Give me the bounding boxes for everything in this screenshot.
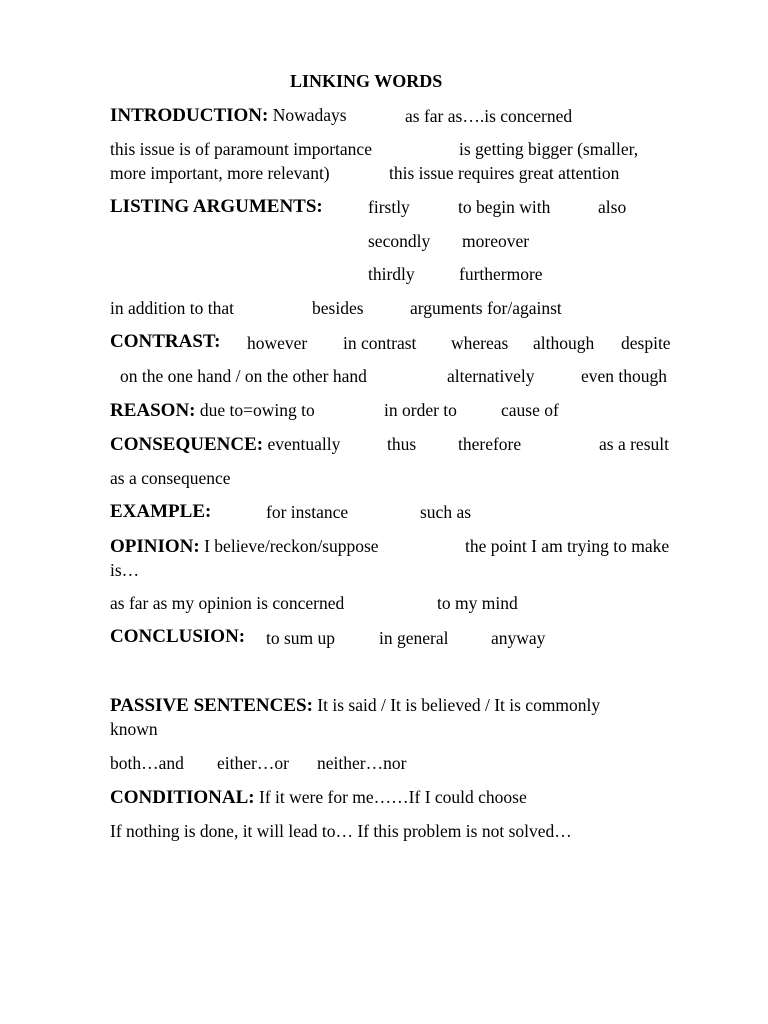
consequence-as-a-result: as a result [599,434,669,454]
intro-item-as-far-as: as far as….is concerned [405,106,573,126]
listing-thirdly: thirdly [368,264,415,284]
reason-cause-of: cause of [501,400,559,420]
opinion-to-my-mind: to my mind [437,593,518,613]
conditional-line [110,786,527,809]
opinion-as-far-as: as far as my opinion is concerned [110,593,345,613]
intro-item-nowadays: Nowadays [272,105,347,125]
listing-firstly: firstly [368,197,410,217]
passive-text-2: known [110,719,158,739]
contrast-even-though: even though [581,366,668,386]
opinion-line [110,535,379,558]
consequence-therefore: therefore [458,434,522,454]
listing-also: also [598,197,627,217]
reason-line [110,399,315,422]
conditional-text: If it were for me……If I could choose [259,787,527,807]
correlative-both-and: both…and [110,753,184,773]
listing-secondly: secondly [368,231,431,251]
page-title: LINKING WORDS [290,71,443,91]
listing-moreover: moreover [462,231,530,251]
consequence-line [110,433,340,456]
listing-arguments: arguments for/against [410,298,562,318]
example-such-as: such as [420,502,472,522]
contrast-although: although [533,333,595,353]
intro-item-more-important: more important, more relevant) [110,163,330,183]
consequence-as-a-consequence: as a consequence [110,468,231,488]
conclusion-anyway: anyway [491,628,546,648]
conditional-label: CONDITIONAL: [110,787,255,808]
correlative-either-or: either…or [217,753,289,773]
reason-in-order-to: in order to [384,400,457,420]
reason-label: REASON: [110,400,196,421]
introduction-label: INTRODUCTION: [110,105,269,126]
contrast-alternatively: alternatively [447,366,535,386]
intro-item-paramount: this issue is of paramount importance [110,139,372,159]
conditional-text-2: If nothing is done, it will lead to… If this problem is not solved… [110,821,572,841]
opinion-believe: I believe/reckon/suppose [204,536,379,556]
intro-item-attention: this issue requires great attention [389,163,620,183]
opinion-is: is… [110,560,140,580]
introduction-line [110,104,347,127]
intro-item-bigger: is getting bigger (smaller, [459,139,639,159]
example-for-instance: for instance [266,502,349,522]
conclusion-label: CONCLUSION: [110,626,246,647]
listing-to-begin-with: to begin with [458,197,551,217]
consequence-eventually: eventually [267,434,341,454]
passive-line [110,694,600,717]
correlative-neither-nor: neither…nor [317,753,407,773]
opinion-label: OPINION: [110,536,200,557]
example-label: EXAMPLE: [110,501,212,522]
opinion-point: the point I am trying to make [465,536,670,556]
contrast-despite: despite [621,333,671,353]
consequence-label: CONSEQUENCE: [110,434,264,455]
contrast-in-contrast: in contrast [343,333,417,353]
conclusion-in-general: in general [379,628,449,648]
listing-besides: besides [312,298,364,318]
listing-in-addition: in addition to that [110,298,234,318]
contrast-one-hand: on the one hand / on the other hand [120,366,367,386]
contrast-however: however [247,333,308,353]
listing-label: LISTING ARGUMENTS: [110,196,323,217]
passive-text: It is said / It is believed / It is commonly [317,695,601,715]
passive-label: PASSIVE SENTENCES: [110,695,313,716]
listing-furthermore: furthermore [459,264,543,284]
consequence-thus: thus [387,434,417,454]
contrast-whereas: whereas [451,333,509,353]
contrast-label: CONTRAST: [110,331,221,352]
conclusion-to-sum-up: to sum up [266,628,336,648]
reason-due-to: due to=owing to [199,400,315,420]
